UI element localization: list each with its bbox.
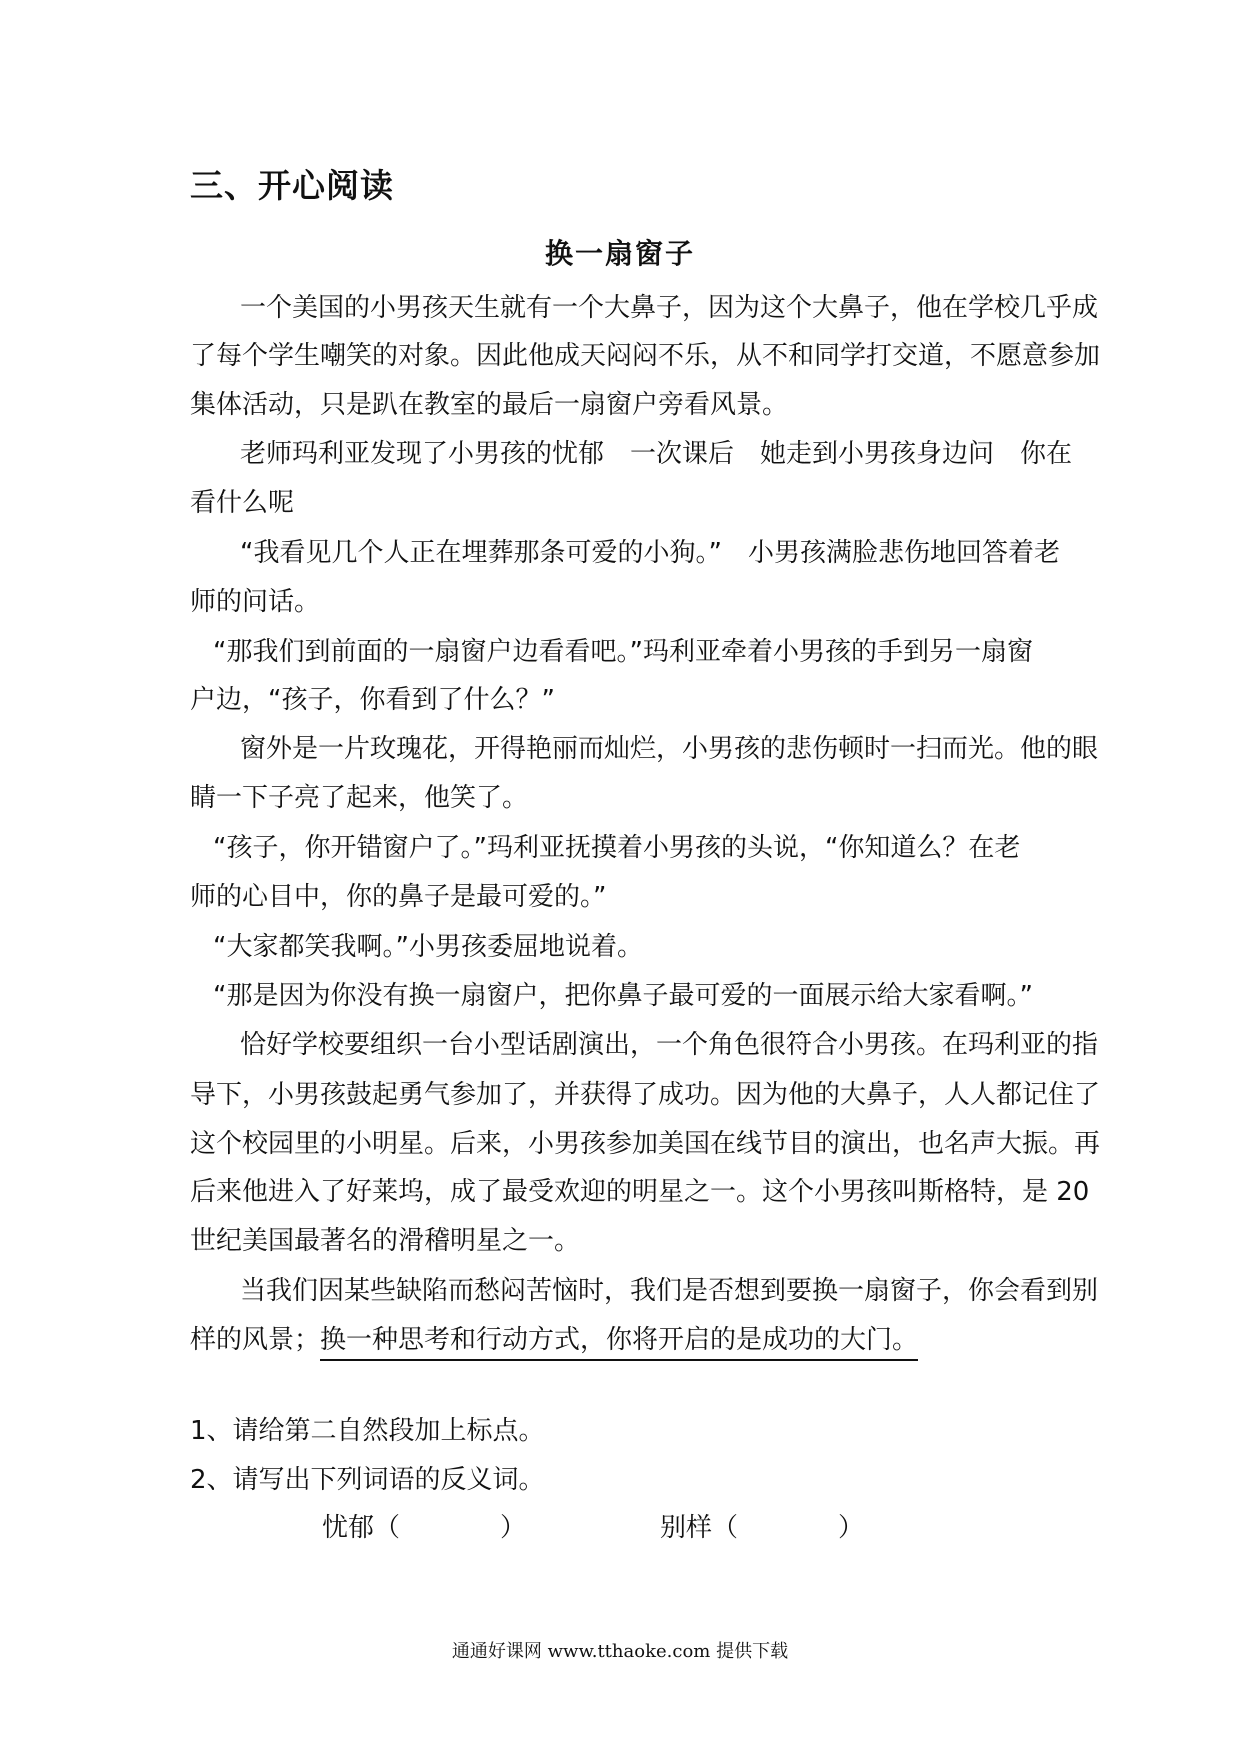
paragraph-8-line-1: “那是因为你没有换一扇窗户，把你鼻子最可爱的一面展示给大家看啊。” — [213, 981, 1033, 1011]
antonym-item-2 — [660, 1511, 864, 1545]
antonym-word-2: 别样（ — [660, 1513, 739, 1543]
paragraph-3-line-2: 师的问话。 — [190, 587, 321, 617]
paragraph-10-plain-text: 样的风景； — [190, 1325, 321, 1355]
paragraph-5-line-2: 睛一下子亮了起来，他笑了。 — [190, 783, 529, 813]
paragraph-4-line-2: 户边，“孩子，你看到了什么？” — [190, 685, 555, 715]
paragraph-6-line-1: “孩子，你开错窗户了。”玛利亚抚摸着小男孩的头说，“你知道么？在老 — [213, 833, 1021, 863]
paragraph-5-line-1: 窗外是一片玫瑰花，开得艳丽而灿烂，小男孩的悲伤顿时一扫而光。他的眼 — [240, 734, 1099, 764]
story-title: 换一扇窗子 — [544, 237, 695, 270]
paragraph-9-line-4: 后来他进入了好莱坞，成了最受欢迎的明星之一。这个小男孩叫斯格特，是 20 — [190, 1177, 1090, 1207]
footer-credit: 通通好课网 www.tthaoke.com 提供下载 — [451, 1641, 789, 1662]
paragraph-6-line-2: 师的心目中，你的鼻子是最可爱的。” — [190, 882, 607, 912]
paragraph-10-line-1: 当我们因某些缺陷而愁闷苦恼时，我们是否想到要换一扇窗子，你会看到别 — [240, 1276, 1099, 1306]
section-heading: 三、开心阅读 — [190, 166, 394, 205]
paragraph-2-line-2: 看什么呢 — [190, 488, 295, 518]
underlined-sentence: 换一种思考和行动方式，你将开启的是成功的大门。 — [320, 1325, 918, 1361]
paragraph-3-line-1: “我看见几个人正在埋葬那条可爱的小狗。” 小男孩满脸悲伤地回答着老 — [240, 538, 1060, 568]
paragraph-9-line-5: 世纪美国最著名的滑稽明星之一。 — [190, 1226, 581, 1256]
paragraph-9-line-3: 这个校园里的小明星。后来，小男孩参加美国在线节目的演出，也名声大振。再 — [190, 1129, 1101, 1159]
paragraph-1-line-2: 了每个学生嘲笑的对象。因此他成天闷闷不乐，从不和同学打交道，不愿意参加 — [190, 341, 1101, 371]
question-2: 2、请写出下列词语的反义词。 — [190, 1465, 545, 1495]
paragraph-1-line-3: 集体活动，只是趴在教室的最后一扇窗户旁看风景。 — [190, 390, 789, 420]
paragraph-1-line-1: 一个美国的小男孩天生就有一个大鼻子，因为这个大鼻子，他在学校几乎成 — [240, 293, 1099, 323]
paragraph-4-line-1: “那我们到前面的一扇窗户边看看吧。”玛利亚牵着小男孩的手到另一扇窗 — [213, 637, 1033, 667]
paragraph-10-line-2 — [190, 1323, 918, 1357]
antonym-word-1: 忧郁（ — [322, 1513, 401, 1543]
paragraph-7-line-1: “大家都笑我啊。”小男孩委屈地说着。 — [213, 932, 643, 962]
paragraph-2-line-1: 老师玛利亚发现了小男孩的忧郁 一次课后 她走到小男孩身边问 你在 — [240, 439, 1073, 469]
paragraph-9-line-1: 恰好学校要组织一台小型话剧演出，一个角色很符合小男孩。在玛利亚的指 — [240, 1030, 1099, 1060]
paragraph-9-line-2: 导下，小男孩鼓起勇气参加了，并获得了成功。因为他的大鼻子，人人都记住了 — [190, 1080, 1101, 1110]
antonym-close-2: ） — [838, 1513, 865, 1543]
antonym-close-1: ） — [500, 1513, 527, 1543]
question-1: 1、请给第二自然段加上标点。 — [190, 1416, 545, 1446]
antonym-item-1 — [322, 1511, 526, 1545]
